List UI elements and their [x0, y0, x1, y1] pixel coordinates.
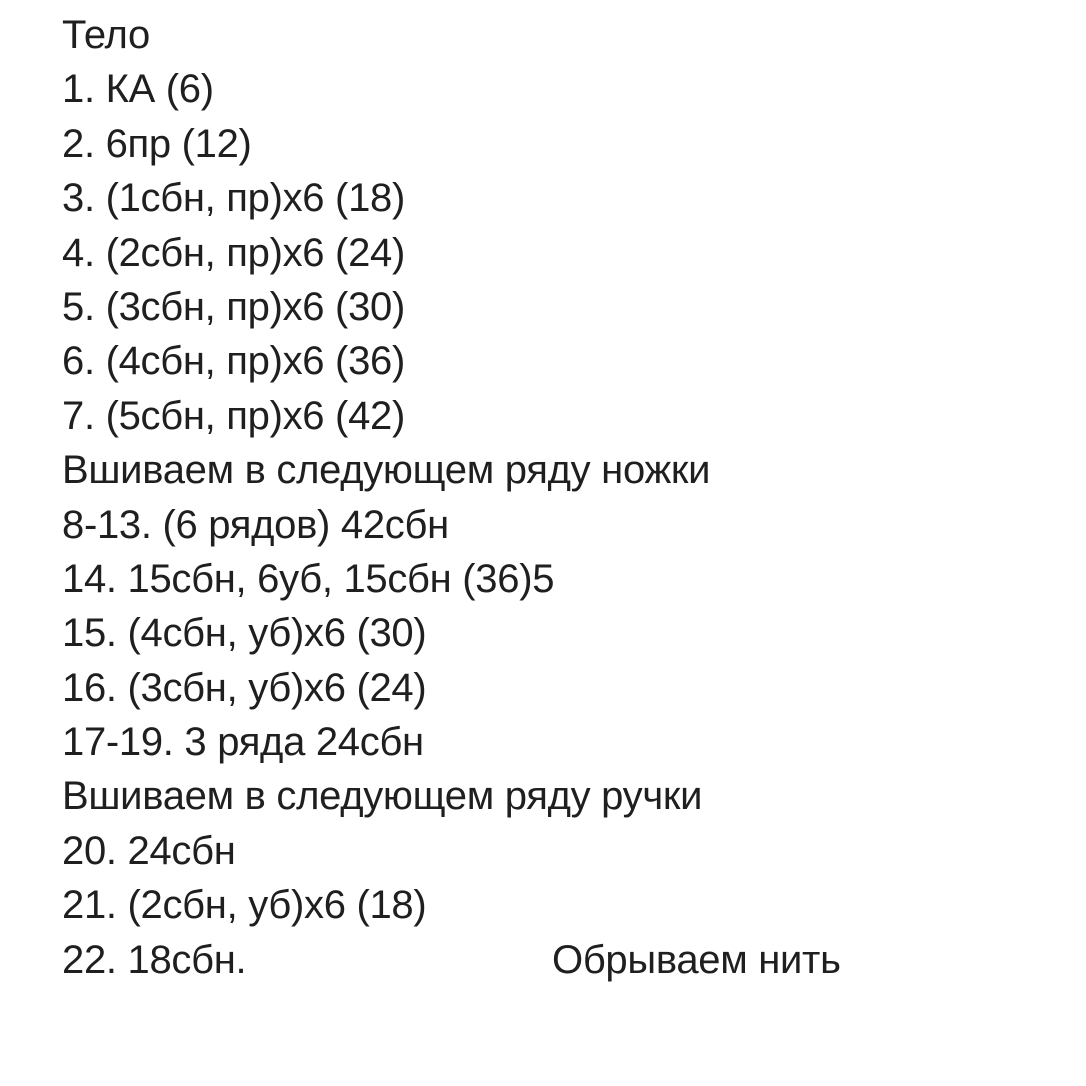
pattern-row-21: 21. (2сбн, уб)х6 (18) [62, 883, 427, 928]
pattern-row-15: 15. (4сбн, уб)х6 (30) [62, 611, 427, 656]
pattern-row-4: 4. (2сбн, пр)х6 (24) [62, 230, 405, 275]
instruction-arms: Вшиваем в следующем ряду ручки [62, 774, 703, 819]
section-title: Тело [62, 13, 150, 57]
pattern-row-16: 16. (3сбн, уб)х6 (24) [62, 665, 427, 710]
pattern-document [62, 8, 1062, 987]
pattern-row-8-13: 8-13. (6 рядов) 42сбн [62, 502, 449, 547]
pattern-row-3: 3. (1сбн, пр)х6 (18) [62, 176, 405, 221]
instruction-legs: Вшиваем в следующем ряду ножки [62, 448, 711, 493]
pattern-row-14: 14. 15сбн, 6уб, 15сбн (36)5 [62, 556, 555, 601]
pattern-row-6: 6. (4сбн, пр)х6 (36) [62, 339, 405, 384]
pattern-row-7: 7. (5сбн, пр)х6 (42) [62, 393, 405, 438]
pattern-row-1: 1. КА (6) [62, 67, 214, 112]
pattern-row-20: 20. 24сбн [62, 828, 236, 873]
pattern-row-5: 5. (3сбн, пр)х6 (30) [62, 284, 405, 329]
pattern-row-22 [62, 933, 1062, 987]
pattern-row-17-19: 17-19. 3 ряда 24сбн [62, 720, 424, 765]
finish-instruction: Обрываем нить [552, 937, 841, 982]
pattern-row-22-text: 22. 18сбн. [62, 937, 247, 982]
pattern-row-2: 2. 6пр (12) [62, 121, 252, 166]
